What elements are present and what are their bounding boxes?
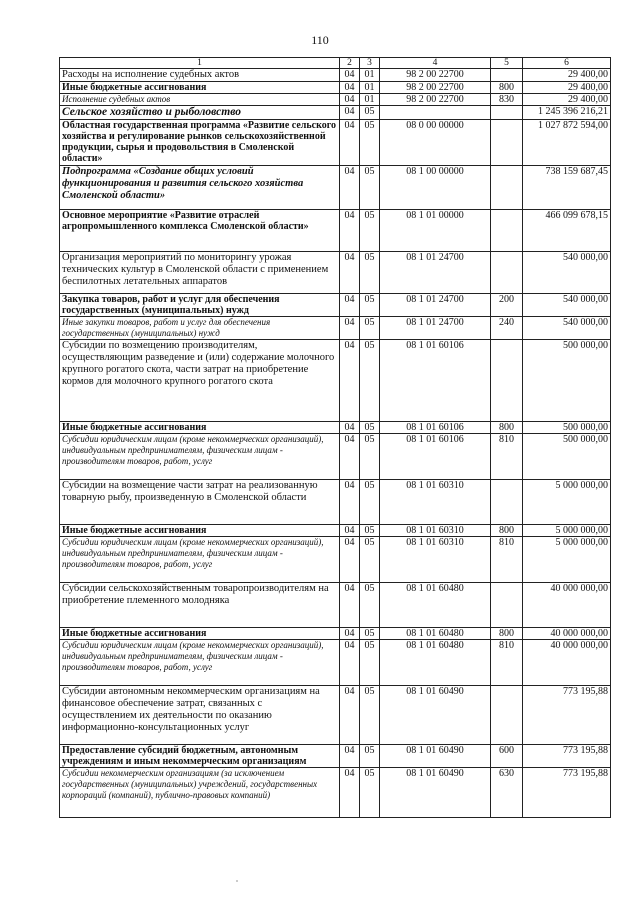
table-row bbox=[60, 768, 611, 818]
row-name-cell: Расходы на исполнение судебных актов bbox=[60, 69, 340, 82]
section-code-cell: 04 bbox=[340, 69, 360, 82]
section-code-cell: 04 bbox=[340, 745, 360, 768]
amount-cell: 773 195,88 bbox=[523, 686, 611, 745]
subsection-code-cell: 01 bbox=[360, 69, 380, 82]
subsection-code-cell: 05 bbox=[360, 210, 380, 252]
target-article-cell: 98 2 00 22700 bbox=[380, 82, 491, 94]
amount-cell: 29 400,00 bbox=[523, 94, 611, 106]
budget-table bbox=[59, 57, 611, 818]
table-row bbox=[60, 537, 611, 583]
table-row bbox=[60, 686, 611, 745]
section-code-cell: 04 bbox=[340, 434, 360, 480]
table-row bbox=[60, 94, 611, 106]
target-article-cell: 08 1 00 00000 bbox=[380, 166, 491, 210]
target-article-cell: 08 1 01 00000 bbox=[380, 210, 491, 252]
target-article-cell: 08 1 01 60480 bbox=[380, 628, 491, 640]
target-article-cell: 98 2 00 22700 bbox=[380, 94, 491, 106]
table-row bbox=[60, 82, 611, 94]
target-article-cell: 08 1 01 60490 bbox=[380, 768, 491, 818]
row-name-cell: Субсидии автономным некоммерческим организациям на финансовое обеспечение затрат, связанных с осуществлением их деятельности по оказанию информационно-консультационных услуг bbox=[60, 686, 340, 745]
section-code-cell: 04 bbox=[340, 317, 360, 340]
section-code-cell: 04 bbox=[340, 525, 360, 537]
subsection-code-cell: 01 bbox=[360, 82, 380, 94]
section-code-cell: 04 bbox=[340, 537, 360, 583]
amount-cell: 540 000,00 bbox=[523, 317, 611, 340]
amount-cell: 5 000 000,00 bbox=[523, 537, 611, 583]
header-cell: 4 bbox=[380, 58, 491, 69]
header-cell: 1 bbox=[60, 58, 340, 69]
section-code-cell: 04 bbox=[340, 340, 360, 422]
section-code-cell: 04 bbox=[340, 82, 360, 94]
table-row bbox=[60, 69, 611, 82]
header-cell: 3 bbox=[360, 58, 380, 69]
expense-type-cell bbox=[491, 480, 523, 525]
expense-type-cell: 830 bbox=[491, 94, 523, 106]
row-name-cell: Субсидии по возмещению производителям, осуществляющим разведение и (или) содержание молочного крупного рогатого скота, части затрат на приобретение кормов для молочного крупного рогатого скота bbox=[60, 340, 340, 422]
target-article-cell: 08 1 01 60490 bbox=[380, 745, 491, 768]
expense-type-cell: 810 bbox=[491, 537, 523, 583]
section-code-cell: 04 bbox=[340, 106, 360, 120]
section-code-cell: 04 bbox=[340, 422, 360, 434]
expense-type-cell: 800 bbox=[491, 525, 523, 537]
row-name-cell: Субсидии на возмещение части затрат на реализованную товарную рыбу, произведенную в Смоленской области bbox=[60, 480, 340, 525]
amount-cell: 540 000,00 bbox=[523, 294, 611, 317]
expense-type-cell bbox=[491, 210, 523, 252]
target-article-cell: 08 1 01 24700 bbox=[380, 294, 491, 317]
table-row bbox=[60, 434, 611, 480]
subsection-code-cell: 05 bbox=[360, 745, 380, 768]
target-article-cell: 08 1 01 60106 bbox=[380, 422, 491, 434]
expense-type-cell: 630 bbox=[491, 768, 523, 818]
row-name-cell: Основное мероприятие «Развитие отраслей агропромышленного комплекса Смоленской области» bbox=[60, 210, 340, 252]
amount-cell: 738 159 687,45 bbox=[523, 166, 611, 210]
target-article-cell: 08 1 01 60106 bbox=[380, 434, 491, 480]
amount-cell: 1 027 872 594,00 bbox=[523, 120, 611, 166]
row-name-cell: Иные бюджетные ассигнования bbox=[60, 422, 340, 434]
table-row bbox=[60, 583, 611, 628]
table-row bbox=[60, 252, 611, 294]
amount-cell: 1 245 396 216,21 bbox=[523, 106, 611, 120]
expense-type-cell: 810 bbox=[491, 434, 523, 480]
subsection-code-cell: 05 bbox=[360, 317, 380, 340]
subsection-code-cell: 05 bbox=[360, 525, 380, 537]
section-code-cell: 04 bbox=[340, 210, 360, 252]
subsection-code-cell: 05 bbox=[360, 640, 380, 686]
row-name-cell: Иные бюджетные ассигнования bbox=[60, 628, 340, 640]
target-article-cell: 08 1 01 60106 bbox=[380, 340, 491, 422]
target-article-cell: 08 0 00 00000 bbox=[380, 120, 491, 166]
subsection-code-cell: 05 bbox=[360, 583, 380, 628]
row-name-cell: Иные бюджетные ассигнования bbox=[60, 82, 340, 94]
table-row bbox=[60, 422, 611, 434]
table-row bbox=[60, 628, 611, 640]
expense-type-cell: 600 bbox=[491, 745, 523, 768]
expense-type-cell: 800 bbox=[491, 82, 523, 94]
subsection-code-cell: 05 bbox=[360, 686, 380, 745]
row-name-cell: Субсидии некоммерческим организациям (за исключением государственных (муниципальных) учреждений, государственных корпораций (компаний), публично-правовых компаний) bbox=[60, 768, 340, 818]
table-header-row bbox=[60, 58, 611, 69]
amount-cell: 5 000 000,00 bbox=[523, 480, 611, 525]
amount-cell: 773 195,88 bbox=[523, 745, 611, 768]
table-row bbox=[60, 317, 611, 340]
row-name-cell: Исполнение судебных актов bbox=[60, 94, 340, 106]
amount-cell: 500 000,00 bbox=[523, 434, 611, 480]
section-code-cell: 04 bbox=[340, 252, 360, 294]
target-article-cell: 08 1 01 60480 bbox=[380, 640, 491, 686]
header-cell: 5 bbox=[491, 58, 523, 69]
subsection-code-cell: 05 bbox=[360, 294, 380, 317]
table-row bbox=[60, 340, 611, 422]
table-row bbox=[60, 525, 611, 537]
subsection-code-cell: 05 bbox=[360, 166, 380, 210]
expense-type-cell bbox=[491, 166, 523, 210]
expense-type-cell: 810 bbox=[491, 640, 523, 686]
table-row bbox=[60, 480, 611, 525]
expense-type-cell bbox=[491, 120, 523, 166]
target-article-cell bbox=[380, 106, 491, 120]
amount-cell: 29 400,00 bbox=[523, 82, 611, 94]
target-article-cell: 08 1 01 60310 bbox=[380, 525, 491, 537]
expense-type-cell bbox=[491, 106, 523, 120]
amount-cell: 29 400,00 bbox=[523, 69, 611, 82]
row-name-cell: Субсидии юридическим лицам (кроме некоммерческих организаций), индивидуальным предпринимателям, физическим лицам - производителям товаров, работ, услуг bbox=[60, 434, 340, 480]
header-cell: 2 bbox=[340, 58, 360, 69]
section-code-cell: 04 bbox=[340, 166, 360, 210]
expense-type-cell bbox=[491, 340, 523, 422]
subsection-code-cell: 05 bbox=[360, 422, 380, 434]
table-row bbox=[60, 166, 611, 210]
expense-type-cell bbox=[491, 686, 523, 745]
target-article-cell: 08 1 01 24700 bbox=[380, 317, 491, 340]
subsection-code-cell: 05 bbox=[360, 768, 380, 818]
target-article-cell: 08 1 01 60310 bbox=[380, 480, 491, 525]
table-row bbox=[60, 120, 611, 166]
section-code-cell: 04 bbox=[340, 94, 360, 106]
section-code-cell: 04 bbox=[340, 294, 360, 317]
section-code-cell: 04 bbox=[340, 686, 360, 745]
section-code-cell: 04 bbox=[340, 120, 360, 166]
subsection-code-cell: 05 bbox=[360, 537, 380, 583]
expense-type-cell bbox=[491, 583, 523, 628]
amount-cell: 773 195,88 bbox=[523, 768, 611, 818]
subsection-code-cell: 01 bbox=[360, 94, 380, 106]
header-cell: 6 bbox=[523, 58, 611, 69]
section-code-cell: 04 bbox=[340, 583, 360, 628]
table-row bbox=[60, 210, 611, 252]
subsection-code-cell: 05 bbox=[360, 434, 380, 480]
expense-type-cell: 800 bbox=[491, 422, 523, 434]
expense-type-cell bbox=[491, 252, 523, 294]
section-code-cell: 04 bbox=[340, 768, 360, 818]
expense-type-cell: 800 bbox=[491, 628, 523, 640]
row-name-cell: Закупка товаров, работ и услуг для обеспечения государственных (муниципальных) нужд bbox=[60, 294, 340, 317]
subsection-code-cell: 05 bbox=[360, 628, 380, 640]
amount-cell: 540 000,00 bbox=[523, 252, 611, 294]
row-name-cell: Областная государственная программа «Развитие сельского хозяйства и регулирование рынков сельскохозяйственной продукции, сырья и продовольствия в Смоленской области» bbox=[60, 120, 340, 166]
row-name-cell: Субсидии юридическим лицам (кроме некоммерческих организаций), индивидуальным предпринимателям, физическим лицам - производителям товаров, работ, услуг bbox=[60, 640, 340, 686]
target-article-cell: 98 2 00 22700 bbox=[380, 69, 491, 82]
table-row bbox=[60, 640, 611, 686]
amount-cell: 500 000,00 bbox=[523, 340, 611, 422]
subsection-code-cell: 05 bbox=[360, 480, 380, 525]
target-article-cell: 08 1 01 24700 bbox=[380, 252, 491, 294]
row-name-cell: Иные бюджетные ассигнования bbox=[60, 525, 340, 537]
target-article-cell: 08 1 01 60480 bbox=[380, 583, 491, 628]
row-name-cell: Субсидии юридическим лицам (кроме некоммерческих организаций), индивидуальным предпринимателям, физическим лицам - производителям товаров, работ, услуг bbox=[60, 537, 340, 583]
amount-cell: 500 000,00 bbox=[523, 422, 611, 434]
amount-cell: 40 000 000,00 bbox=[523, 583, 611, 628]
expense-type-cell: 240 bbox=[491, 317, 523, 340]
amount-cell: 40 000 000,00 bbox=[523, 628, 611, 640]
subsection-code-cell: 05 bbox=[360, 340, 380, 422]
row-name-cell: Предоставление субсидий бюджетным, автономным учреждениям и иным некоммерческим организациям bbox=[60, 745, 340, 768]
subsection-code-cell: 05 bbox=[360, 120, 380, 166]
expense-type-cell: 200 bbox=[491, 294, 523, 317]
row-name-cell: Иные закупки товаров, работ и услуг для обеспечения государственных (муниципальных) нужд bbox=[60, 317, 340, 340]
amount-cell: 466 099 678,15 bbox=[523, 210, 611, 252]
target-article-cell: 08 1 01 60490 bbox=[380, 686, 491, 745]
page-number: 110 bbox=[311, 33, 329, 47]
row-name-cell: Организация мероприятий по мониторингу урожая технических культур в Смоленской области с применением беспилотных летательных аппаратов bbox=[60, 252, 340, 294]
subsection-code-cell: 05 bbox=[360, 106, 380, 120]
section-code-cell: 04 bbox=[340, 628, 360, 640]
subsection-code-cell: 05 bbox=[360, 252, 380, 294]
row-name-cell: Субсидии сельскохозяйственным товаропроизводителям на приобретение племенного молодняка bbox=[60, 583, 340, 628]
scan-artifact bbox=[236, 880, 238, 882]
row-name-cell: Сельское хозяйство и рыболовство bbox=[60, 106, 340, 120]
row-name-cell: Подпрограмма «Создание общих условий функционирования и развития сельского хозяйства Смоленской области» bbox=[60, 166, 340, 210]
amount-cell: 40 000 000,00 bbox=[523, 640, 611, 686]
expense-type-cell bbox=[491, 69, 523, 82]
table-row bbox=[60, 294, 611, 317]
amount-cell: 5 000 000,00 bbox=[523, 525, 611, 537]
section-code-cell: 04 bbox=[340, 640, 360, 686]
target-article-cell: 08 1 01 60310 bbox=[380, 537, 491, 583]
table-row bbox=[60, 745, 611, 768]
section-code-cell: 04 bbox=[340, 480, 360, 525]
table-row bbox=[60, 106, 611, 120]
